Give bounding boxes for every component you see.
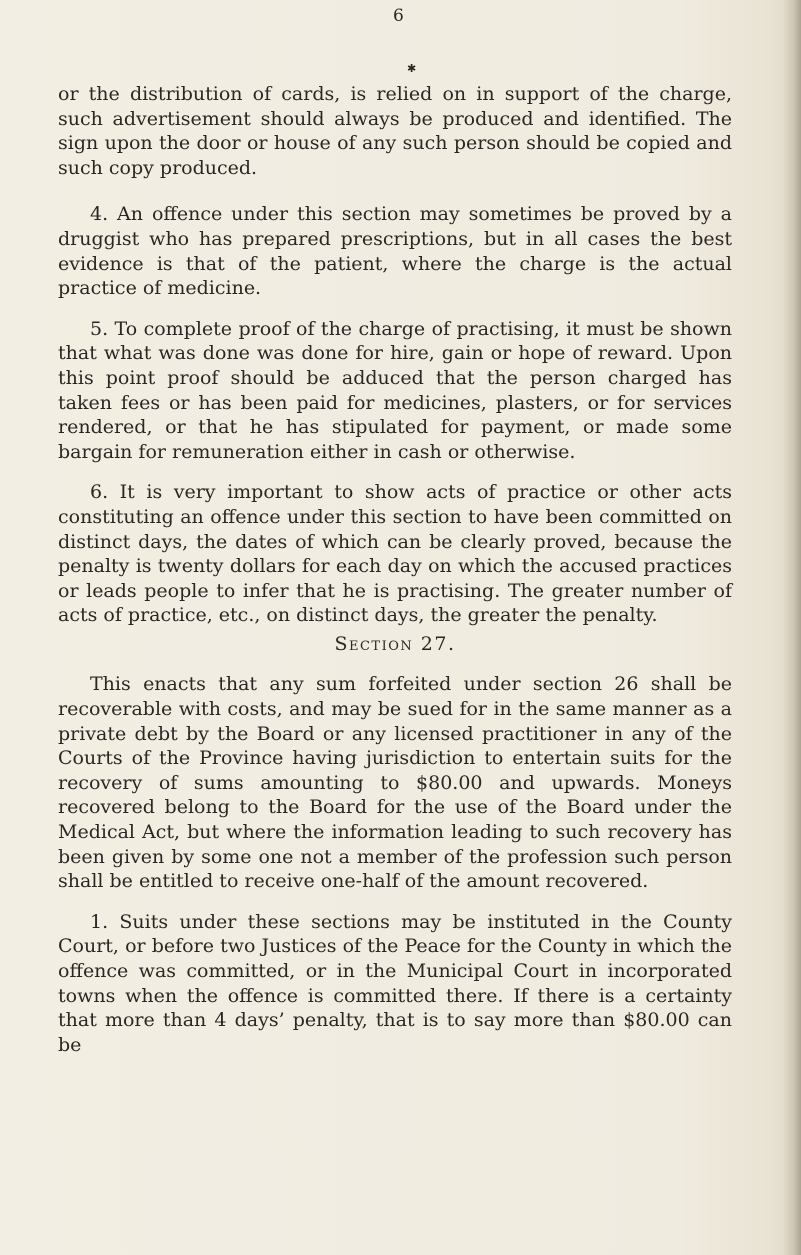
paragraph-continuation: or the distribution of cards, is relied on in support of the charge, such advertisement should always be produced and identified. The sign upon the door or house of any such person should be copied and such copy produced. (58, 83, 732, 179)
section-27-paragraph: This enacts that any sum forfeited under section 26 shall be recoverable with costs, and may be sued for in the same manner as a private debt by the Board or any licensed practitioner in any of the Courts of the Province having jurisdiction to entertain suits for the recovery of sums amounting to $80.00 and upwards. Moneys recovered belong to the Board for the use of the Board under the Medical Act, but where the information leading to such recovery has been given by some one not a member of the profession such person shall be entitled to receive one-half of the amount recovered. (58, 673, 732, 893)
paragraph-5: 5. To complete proof of the charge of practising, it must be shown that what was done was done for hire, gain or hope of reward. Upon this point proof should be adduced that the person charged has taken fees or has been paid for medicines, plasters, or for services rendered, or that he has stipulated for payment, or made some bargain for remuneration either in cash or otherwise. (58, 317, 732, 463)
paragraph-6: 6. It is very important to show acts of practice or other acts constituting an offence under this section to have been committed on distinct days, the dates of which can be clearly proved, because the penalty is twenty dollars for each day on which the accused practices or leads people to infer that he is practising. The greater number of acts of practice, etc., on distinct days, the greater the penalty. (58, 481, 732, 627)
printer-mark-icon: ✱ (407, 62, 417, 75)
page-number: 6 (393, 6, 405, 26)
page-edge-shadow (783, 0, 801, 1255)
section-heading: Section 27. (334, 632, 456, 655)
paragraph-4: 4. An offence under this section may sometimes be proved by a druggist who has prepared prescriptions, but in all cases the best evidence is that of the patient, where the charge is the actual practice of medicine. (58, 203, 732, 300)
text-column (58, 82, 732, 1057)
section-27-item-1: 1. Suits under these sections may be instituted in the County Court, or before two Justices of the Peace for the County in which the offence was committed, or in the Municipal Court in incorporated towns when the offence is committed there. If there is a certainty that more than 4 days’ penalty, that is to say more than $80.00 can be (58, 910, 732, 1056)
